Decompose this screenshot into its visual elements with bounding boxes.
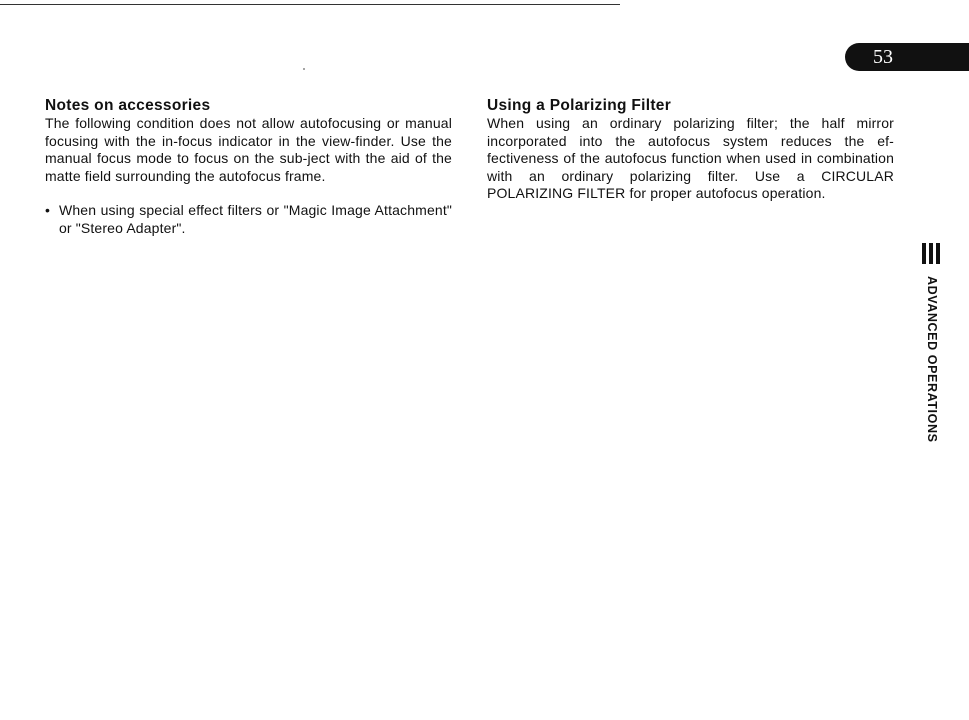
polarizing-filter-section bbox=[487, 97, 894, 203]
section-heading: Notes on accessories bbox=[45, 97, 211, 114]
notes-on-accessories-section bbox=[45, 97, 452, 237]
section-body: The following condition does not allow autofocusing or manual focusing with the in-focus indicator in the view-finder. Use the manual focus mode to focus on the sub-ject with the aid of the matte field surrounding the autofocus frame. bbox=[45, 115, 452, 184]
bullet-item bbox=[45, 202, 452, 237]
top-rule bbox=[0, 4, 620, 5]
triple-bar-icon bbox=[922, 243, 941, 264]
bullet-list bbox=[45, 202, 452, 237]
bullet-marker: • bbox=[45, 202, 51, 218]
page-number: 53 bbox=[873, 46, 893, 68]
side-section-label: ADVANCED OPERATIONS bbox=[925, 276, 939, 443]
bullet-text: When using special effect filters or "Magic Image Attachment" or "Stereo Adapter". bbox=[59, 202, 452, 236]
page-number-tab bbox=[845, 43, 969, 71]
section-body: When using an ordinary polarizing filter; the half mirror incorporated into the autofocus system reduces the ef-fectiveness of the autofocus function when used in combination with an ordinary polarizing filter. Use a CIRCULAR POLARIZING FILTER for proper autofocus operation. bbox=[487, 115, 894, 201]
scan-speck bbox=[303, 68, 305, 70]
section-heading: Using a Polarizing Filter bbox=[487, 97, 672, 114]
